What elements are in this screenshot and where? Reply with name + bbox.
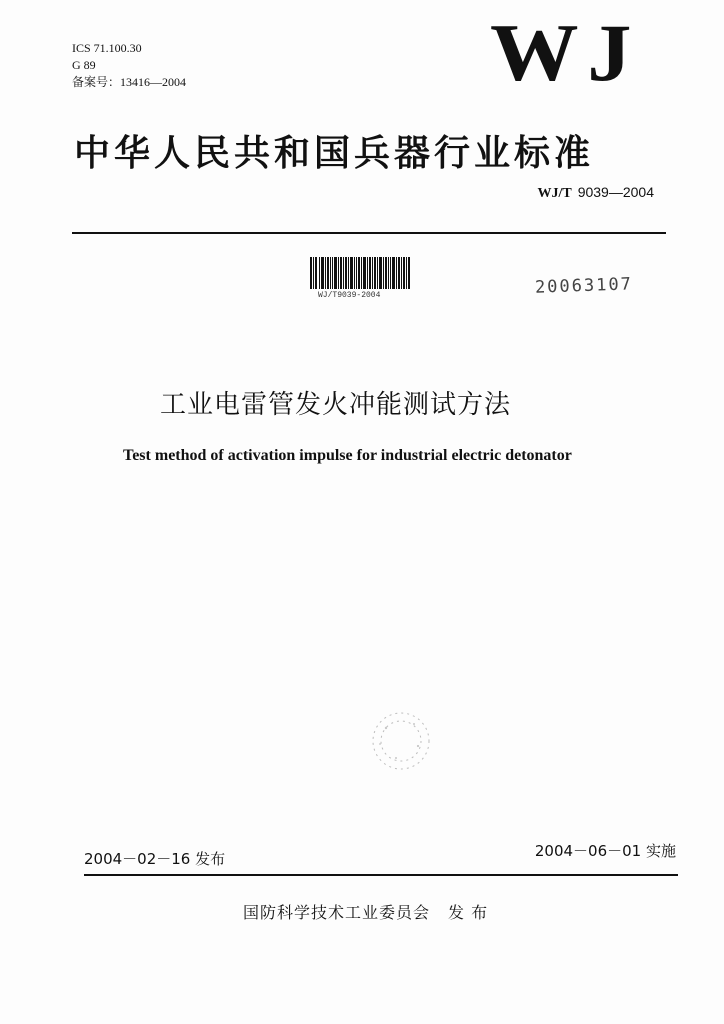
inventory-stamp: 20063107	[534, 274, 634, 298]
top-divider	[72, 232, 666, 234]
document-title-english: Test method of activation impulse for industrial electric detonator	[123, 447, 572, 464]
organization-title: 中华人民共和国兵器行业标准	[74, 133, 595, 174]
ics-code: ICS 71.100.30	[72, 41, 142, 55]
standard-number-prefix: WJ/T	[537, 186, 572, 201]
publisher-line	[243, 900, 488, 923]
publish-action: 发 布	[448, 903, 489, 922]
faint-seal-mark	[366, 706, 436, 776]
wj-logo: WJ	[490, 7, 641, 98]
standard-number-value: 9039—2004	[577, 184, 654, 200]
standard-number	[537, 184, 654, 202]
publisher-name: 国防科学技术工业委员会	[243, 903, 431, 922]
bottom-divider	[84, 874, 678, 876]
barcode-label: WJ/T9039-2004	[318, 291, 381, 300]
document-title-chinese: 工业电雷管发火冲能测试方法	[160, 390, 512, 420]
issue-date: 2004－02－16 发布	[84, 850, 226, 868]
classification-block	[72, 40, 186, 91]
record-number: 备案号：13416—2004	[72, 75, 187, 89]
implementation-date: 2004－06－01 实施	[534, 842, 676, 860]
ccs-code: G 89	[72, 58, 96, 72]
